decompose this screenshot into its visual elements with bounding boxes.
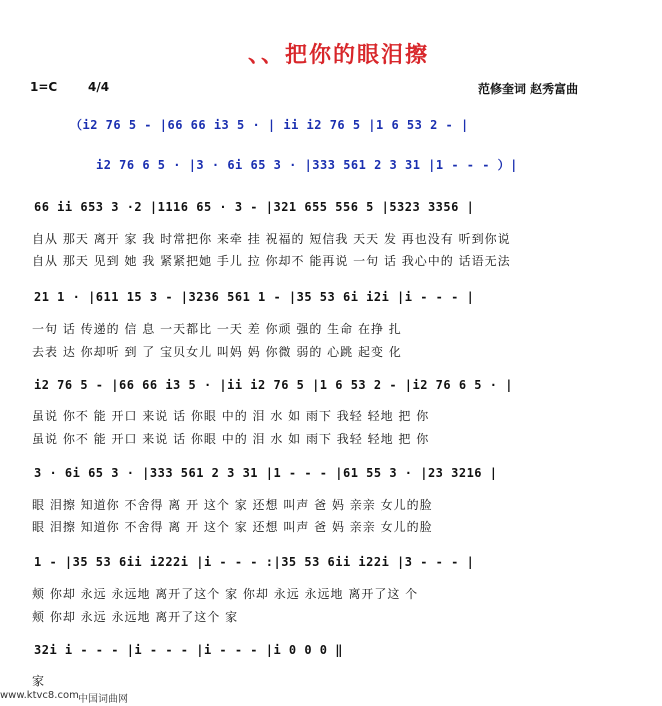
score-line-1: 66 ii 653 3 ·2 |1116 65 · 3 - |321 655 556 5 |5323 3356 |: [34, 200, 475, 214]
song-credits: 范修奎词 赵秀富曲: [478, 82, 579, 96]
footer-name: 中国词曲网: [78, 694, 128, 705]
lyric-3-verse-1: 虽说 你不 能 开口 来说 话 你眼 中的 泪 水 如 雨下 我轻 轻地 把 你: [32, 409, 430, 423]
lyric-4-verse-1: 眼 泪擦 知道你 不舍得 离 开 这个 家 还想 叫声 爸 妈 亲亲 女儿的脸: [32, 498, 433, 512]
score-line-6: 32i i - - - |i - - - |i - - - |i 0 0 0 ‖: [34, 643, 343, 657]
lyric-1-verse-2: 自从 那天 见到 她 我 紧紧把她 手儿 拉 你却不 能再说 一句 话 我心中的 话语无法: [32, 254, 511, 268]
lyric-1-verse-1: 自从 那天 离开 家 我 时常把你 来牵 挂 祝福的 短信我 天天 发 再也没有 听到你说: [32, 232, 511, 246]
score-line-2: 21 1 · |611 15 3 - |3236 561 1 - |35 53 6i i2i |i - - - |: [34, 290, 475, 304]
time-signature: 4/4: [88, 80, 110, 94]
key-signature: 1=C: [30, 80, 58, 94]
lyric-2-verse-1: 一句 话 传递的 信 息 一天都比 一天 差 你顽 强的 生命 在挣 扎: [32, 322, 402, 336]
lyric-2-verse-2: 去表 达 你却听 到 了 宝贝女儿 叫妈 妈 你微 弱的 心跳 起变 化: [32, 345, 402, 359]
score-line-3: i2 76 5 - |66 66 i3 5 · |ii i2 76 5 |1 6 53 2 - |i2 76 6 5 · |: [34, 378, 513, 392]
lyric-5-verse-2: 颊 你却 永远 永远地 离开了这个 家: [32, 610, 239, 624]
score-line-5: 1 - |35 53 6ii i222i |i - - - :|35 53 6ii i22i |3 - - - |: [34, 555, 475, 569]
footer-site: www.ktvc8.com: [0, 690, 79, 701]
song-title: 、、把你的眼泪擦: [248, 42, 430, 68]
lyric-6-verse-1: 家: [32, 674, 46, 688]
intro-line-1: （i2 76 5 - |66 66 i3 5 · | ii i2 76 5 |1 6 53 2 - |: [70, 118, 469, 132]
lyric-3-verse-2: 虽说 你不 能 开口 来说 话 你眼 中的 泪 水 如 雨下 我轻 轻地 把 你: [32, 432, 430, 446]
lyric-4-verse-2: 眼 泪擦 知道你 不舍得 离 开 这个 家 还想 叫声 爸 妈 亲亲 女儿的脸: [32, 520, 433, 534]
score-line-4: 3 · 6i 65 3 · |333 561 2 3 31 |1 - - - |61 55 3 · |23 3216 |: [34, 466, 498, 480]
lyric-5-verse-1: 颊 你却 永远 永远地 离开了这个 家 你却 永远 永远地 离开了这 个: [32, 587, 419, 601]
intro-line-2: i2 76 6 5 · |3 · 6i 65 3 · |333 561 2 3 31 |1 - - - ）|: [96, 158, 518, 172]
